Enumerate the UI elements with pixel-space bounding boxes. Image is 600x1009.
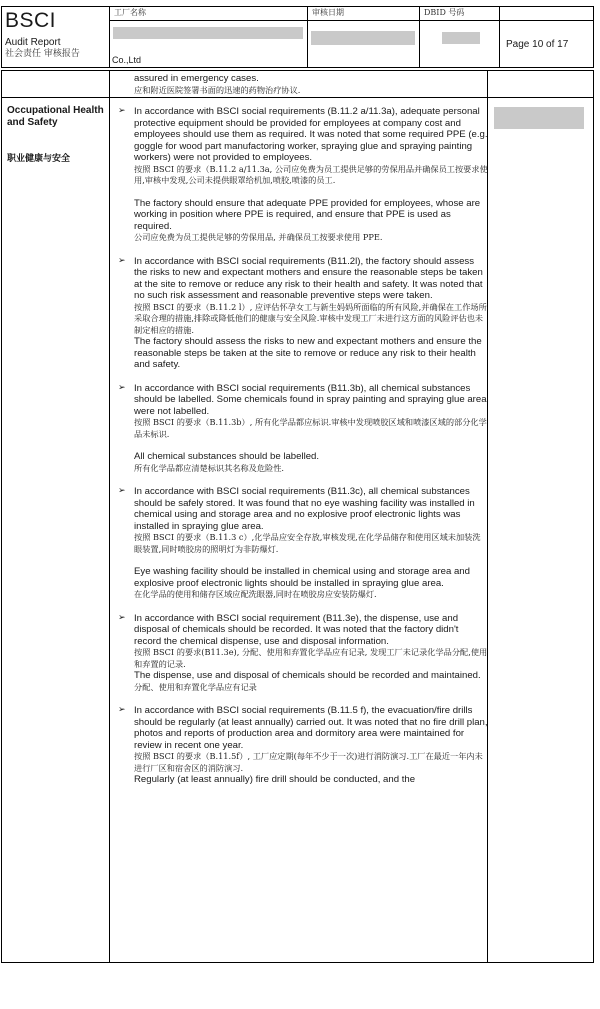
audit-date-label: 审核日期 [312,8,344,17]
recommendation-text-en: The dispense, use and disposal of chemicals should be recorded and maintained. [134,670,481,681]
arrow-bullet-icon: ➢ [118,382,126,393]
continuation-text-en: assured in emergency cases. [134,73,259,84]
brand-block [1,6,109,68]
factory-name-cell [109,20,307,68]
report-subtitle-en: Audit Report [5,37,61,48]
arrow-bullet-icon: ➢ [118,486,126,496]
finding-item [115,613,488,694]
recommendation-text-en: All chemical substances should be labelled. [134,451,320,462]
factory-name-label: 工厂名称 [114,8,146,17]
finding-item [115,256,488,371]
report-header [1,6,594,68]
dbid-cell [419,20,499,68]
recommendation-text-cn: 在化学品的使用和储存区域应配洗眼器,同时在喷胶房应安装防爆灯. [134,589,377,599]
factory-name-suffix: Co.,Ltd [112,55,142,65]
finding-item [115,383,488,475]
continuation-text-cn: 应和附近医院签署书面的迅速的药物治疗协议. [134,84,301,95]
section-title-cn: 职业健康与安全 [7,154,71,164]
finding-text-cn: 按照 BSCI 的要求（B.11.3b）, 所有化学品都应标识.审核中发现喷胶区域和喷漆区域的部分化学品未标识. [134,417,487,439]
redacted-status [494,107,584,129]
finding-text-en: In accordance with BSCI social requirements (B11.2l), the factory should assess the risks to new and expectant mothers and ensure the reasonable steps be taken at the site to remove or reduce any risk to their health and safety. It was noted that no such risk assessment and reasonable preventive steps were taken. [134,255,483,301]
arrow-bullet-icon: ➢ [118,705,126,715]
recommendation-text-en: The factory should assess the risks to new and expectant mothers and ensure the reasonable steps be taken at the site to remove or reduce any risk to their health and safety. [134,336,482,370]
finding-text-en: In accordance with BSCI social requirements (B11.3b), all chemical substances should be labelled. Some chemicals found in spray painting and spraying glue area were not labelled. [134,382,487,417]
audit-date-cell [307,20,419,68]
recommendation-text-en: The factory should ensure that adequate PPE provided for employees, whose are working in position where PPE is required, and ensure that PPE is used as required. [134,197,481,232]
finding-text-cn: 按照 BSCI 的要求（B.11.5f）, 工厂应定期(每年不少于一次)进行消防演习.工厂在最近一年内未进行厂区和宿舍区的消防演习. [134,751,483,773]
dbid-label-cell [419,6,499,20]
finding-text-cn: 按照 BSCI 的要求（B.11.3 c）,化学品应安全存放,审核发现,在化学品储存和使用区域未加装洗眼装置,同时喷胶房的照明灯为非防爆灯. [134,532,481,554]
arrow-bullet-icon: ➢ [118,106,126,116]
dbid-label: DBID 号码 [424,8,465,17]
finding-text-cn: 按照 BSCI 的要求(B11.3e), 分配、使用和弃置化学品应有记录, 发现工厂未记录化学品分配,使用和弃置的记录. [134,647,488,669]
bsci-logo: BSCI [5,9,57,32]
findings-table [1,70,594,963]
finding-item [115,486,488,601]
redacted-audit-date [311,31,415,45]
page-number: Page 10 of 17 [506,39,569,50]
report-subtitle-cn: 社会责任 审核报告 [5,49,80,59]
finding-item [115,705,488,786]
recommendation-text-cn: 所有化学品都应清楚标识其名称及危险性. [134,462,284,473]
finding-text-cn: 按照 BSCI 的要求（B.11.2 a/11.3a, 公司应免费为员工提供足够的劳保用品并确保员工按要求使用,审核中发现,公司未提供眼罩给机加,喷胶,喷漆的员工. [134,163,488,185]
audit-date-label-cell [307,6,419,20]
finding-text-en: In accordance with BSCI social requirements (B.11.5 f), the evacuation/fire drills should be regularly (at least annually) carried out. It was noted that no fire drill plan, photos and reports of production area and dormitory area were maintained for review in recent one year. [134,705,488,751]
factory-name-label-cell [109,6,307,20]
page-number-cell [499,20,594,68]
findings-content [115,71,488,786]
arrow-bullet-icon: ➢ [118,612,126,623]
finding-text-en: In accordance with BSCI social requirement (B11.3e), the dispense, use and disposal of chemicals should be recorded. It was noted that the factory didn't record the chemical dispense, use and disposal information. [134,612,459,647]
recommendation-text-en: Regularly (at least annually) fire drill should be conducted, and the [134,774,416,785]
finding-text-en: In accordance with BSCI social requirements (B.11.2 a/11.3a), adequate personal protective equipment should be provided for employees at company cost and employees should use them as required. It was noted that some required PPE (e.g. goggle for wood part manufactoring worker, spraying glue and spraying painting workers) were not provided to employees. [134,106,488,163]
page-label-cell [499,6,594,20]
continuation-block [115,73,488,96]
redacted-dbid [442,32,480,44]
recommendation-text-en: Eye washing facility should be installed in chemical using and storage area and explosive proof electronic lights should be installed in spraying glue area. [134,566,470,589]
recommendation-text-cn: 分配、使用和弃置化学品应有记录 [134,681,257,692]
arrow-bullet-icon: ➢ [118,255,126,266]
section-title: Occupational Health and Safety [7,105,104,128]
finding-text-en: In accordance with BSCI social requirements (B11.3c), all chemical substances should be safely stored. It was found that no eye washing facility was installed in chemical using and storage area and no explosive proof electronic lights was installed in spraying glue area. [134,486,475,532]
redacted-factory-name [113,27,303,39]
finding-text-cn: 按照 BSCI 的要求（B.11.2 l）, 应评估怀孕女工与新生妈妈所面临的所有风险,并确保在工作场所采取合理的措施,排除或降低他们的健康与安全风险.审核中发现工厂未进行这方面的风险评估也未制定相应的措施. [134,301,487,335]
recommendation-text-cn: 公司应免费为员工提供足够的劳保用品, 并确保员工按要求使用 PPE. [134,232,383,242]
column-divider [109,71,110,962]
finding-item [115,106,488,244]
